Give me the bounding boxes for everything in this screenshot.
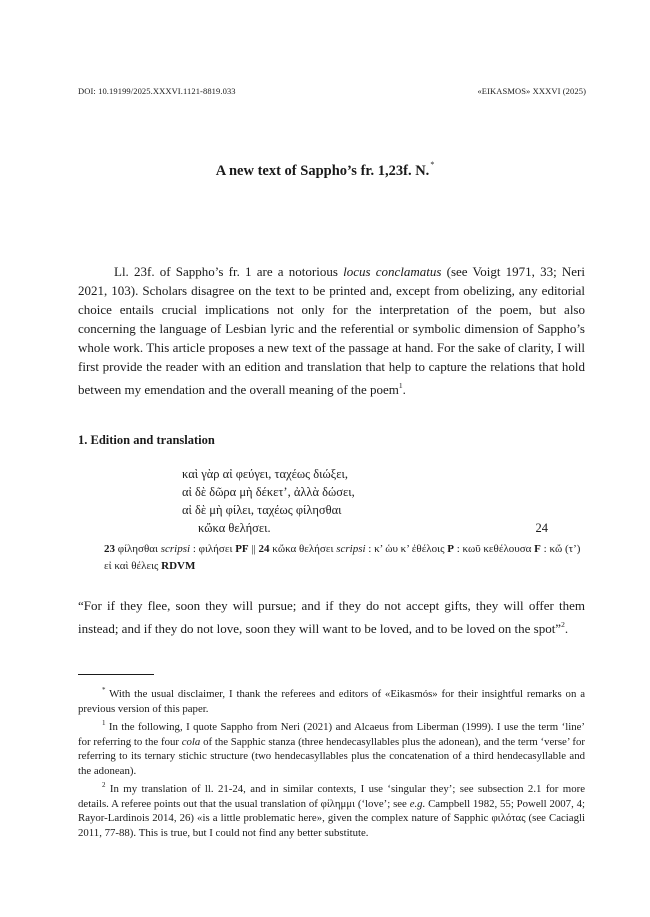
translation-footnote-marker: 2 xyxy=(561,620,565,629)
intro-italic-phrase: locus conclamatus xyxy=(343,264,442,279)
translation-text: “For if they flee, soon they will pursue; and if they do not accept gifts, they will offer them instead; and if they do not love, soon they will want to be loved, and to be loved on the spot” xyxy=(78,598,585,636)
critical-apparatus xyxy=(104,541,585,575)
footnote-1 xyxy=(78,716,585,778)
verse-line-number: 24 xyxy=(535,521,548,535)
footnote-marker: 2 xyxy=(102,781,106,789)
apparatus-lemma: κὤκα θελήσει xyxy=(269,543,337,555)
verse-line: αἰ δὲ δῶρα μὴ δέκετ’, ἀλλὰ δώσει, xyxy=(182,485,355,499)
intro-paragraph xyxy=(78,262,585,399)
intro-text-body: (see Voigt 1971, 33; Neri 2021, 103). Scholars disagree on the text to be printed and, except from obelizing, any editorial choice entails crucial implications not only for the interpretation of the poem, but also concerning the language of Lesbian lyric and the referential or symbolic dimension of Sappho’s whole work. This article proposes a new text of the passage at hand. For the sake of clarity, I will first provide the reader with an edition and translation that help to capture the relations that hold between my emendation and the overall meaning of the poem xyxy=(78,264,586,397)
footnote-text: In my translation of ll. 21-24, and in similar contexts, I use ‘singular they’; see subsection 2.1 for more details. A referee points out that the usual translation of φίλημμι (‘love’; see xyxy=(78,783,585,810)
journal-reference: «EIKASMOS» XXXVI (2025) xyxy=(477,86,586,96)
apparatus-scripsi: scripsi xyxy=(336,543,366,555)
apparatus-variant: : φιλήσει xyxy=(190,543,236,555)
apparatus-variant: : κωῦ κεθέλουσα xyxy=(453,543,535,555)
verse-line xyxy=(182,519,548,537)
translation-paragraph xyxy=(78,596,585,638)
title-footnote-marker: * xyxy=(430,160,435,169)
translation-end: . xyxy=(564,621,569,636)
apparatus-line-23: 23 xyxy=(104,543,115,555)
footnote-text: of the Sapphic stanza (three hendecasyllables plus the adonean), and the term ‘verse’ for referring to its ternary stichic structure (two hendecasyllables plus the concatenation of a third hendecasyllable and the adonean). xyxy=(78,735,585,777)
footnote-2 xyxy=(78,778,585,840)
apparatus-lemma: φίλησθαι xyxy=(115,543,161,555)
apparatus-siglum: P xyxy=(447,543,454,555)
verse-line: αἰ δὲ μὴ φίλει, ταχέως φίλησθαι xyxy=(182,503,342,517)
apparatus-separator: || xyxy=(248,543,259,555)
apparatus-line-24: 24 xyxy=(258,543,270,555)
apparatus-siglum: F xyxy=(534,543,541,555)
intro-text-end: . xyxy=(402,382,406,397)
intro-text-start: Ll. 23f. of Sappho’s fr. 1 are a notorious xyxy=(114,264,344,279)
running-header xyxy=(78,86,586,96)
apparatus-siglum: PF xyxy=(235,543,249,555)
article-title-text: A new text of Sappho’s fr. 1,23f. N. xyxy=(215,163,430,179)
footnote-italic: e.g. xyxy=(409,797,426,810)
footnotes xyxy=(78,683,585,840)
apparatus-variant: : κ’ ὡυ κ’ ἐθέλοις xyxy=(365,543,448,555)
section-heading: 1. Edition and translation xyxy=(78,433,215,447)
footnote-italic: cola xyxy=(181,735,201,748)
verse-line-text: κὤκα θελήσει. xyxy=(198,521,271,535)
footnote-divider xyxy=(78,674,154,675)
apparatus-variant: : κὤ (τ’) εἰ καὶ θέλεις xyxy=(104,543,581,572)
footnote-marker: * xyxy=(102,686,106,694)
verse-line: καὶ γὰρ αἰ φεύγει, ταχέως διώξει, xyxy=(182,467,348,481)
footnote-text: In the following, I quote Sappho from Neri (2021) and Alcaeus from Liberman (1999). I use the term ‘line’ for referring to the four xyxy=(78,721,585,748)
doi-text: DOI: 10.19199/2025.XXXVI.1121-8819.033 xyxy=(78,86,236,96)
footnote-text: Campbell 1982, 55; Powell 2007, 4; Rayor-Lardinois 2014, 26) «is a little problematic here», given the complex nature of Sapphic φιλότας (see Caciagli 2011, 77-88). This is true, but I could not find any better substitute. xyxy=(78,797,585,839)
greek-verse-block xyxy=(182,465,548,537)
intro-footnote-marker: 1 xyxy=(398,381,403,390)
apparatus-scripsi: scripsi xyxy=(160,543,191,555)
footnote-text: With the usual disclaimer, I thank the referees and editors of «Eikasmós» for their insightful remarks on a previous version of this paper. xyxy=(78,688,585,715)
article-title xyxy=(0,160,650,180)
footnote-star xyxy=(78,683,585,716)
apparatus-siglum: RDVM xyxy=(161,560,196,572)
footnote-marker: 1 xyxy=(102,719,106,727)
